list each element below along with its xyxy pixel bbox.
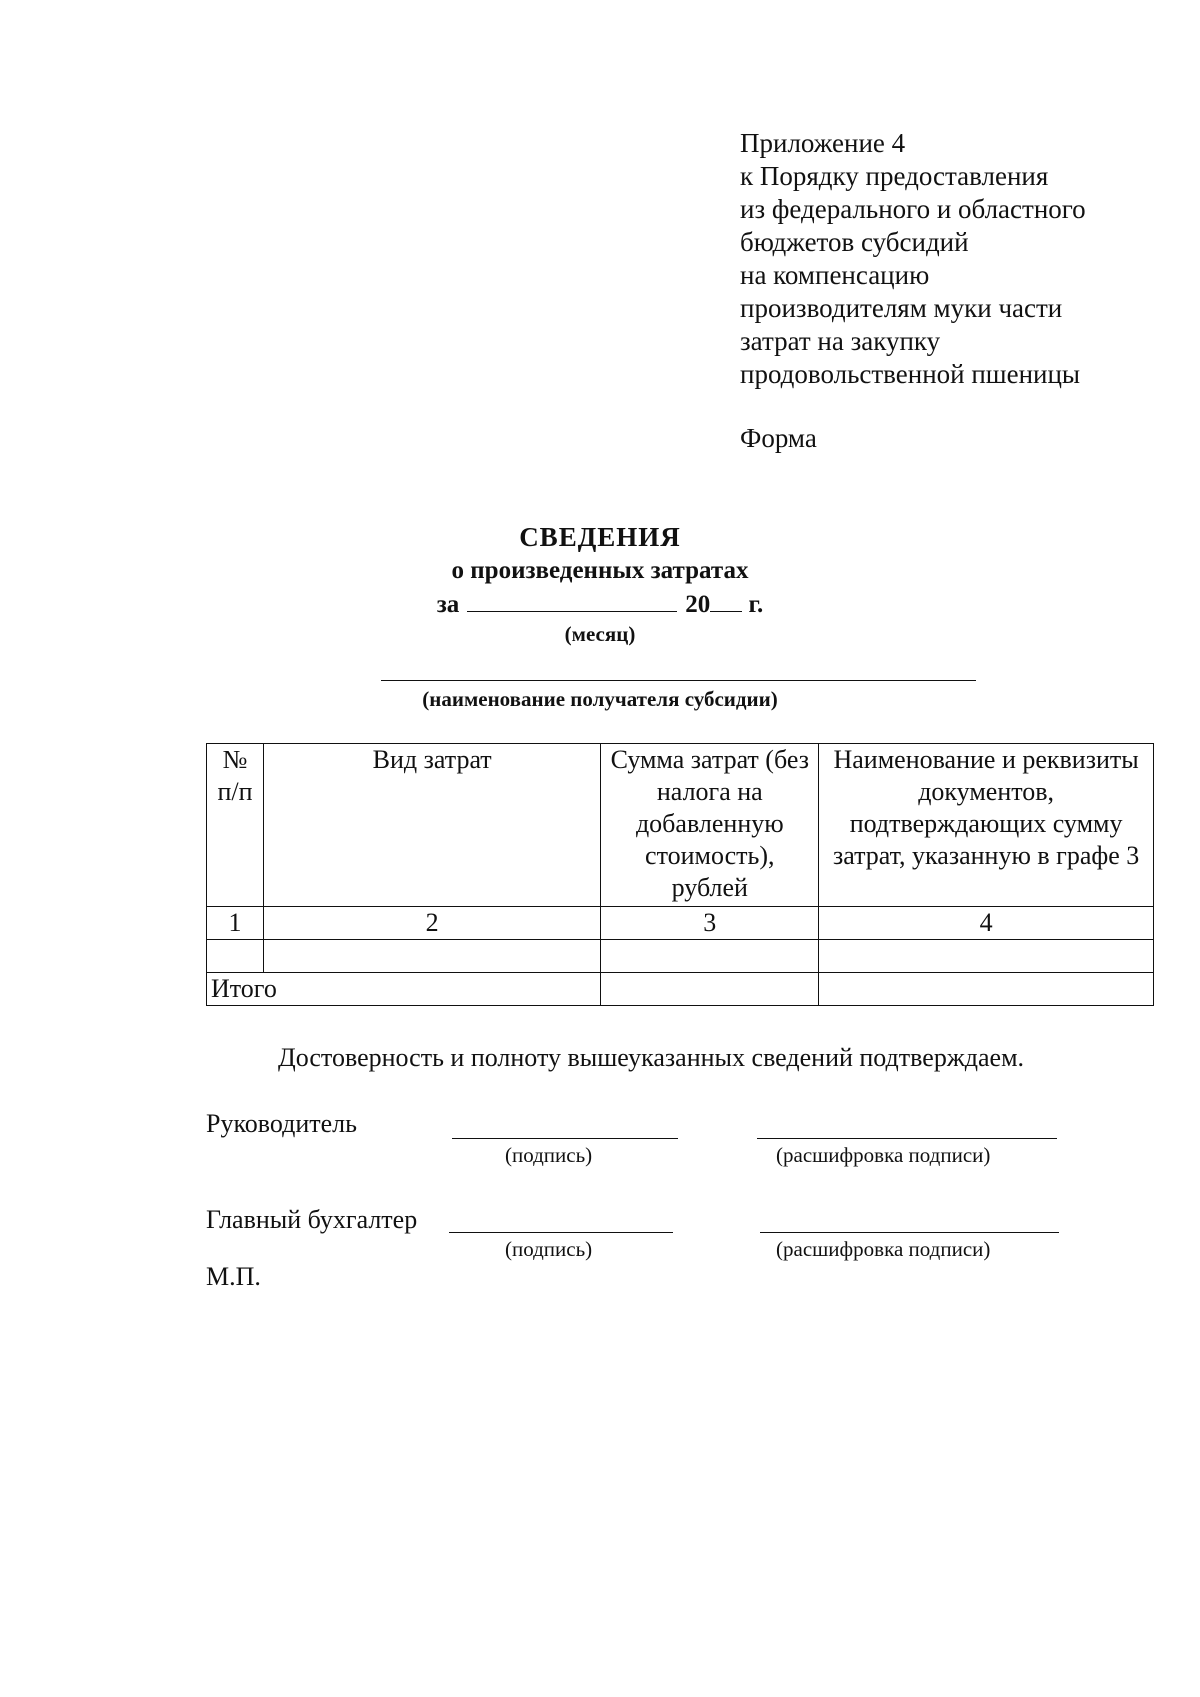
- header-cell-number: № п/п: [207, 744, 264, 907]
- table-cell[interactable]: [207, 940, 264, 973]
- appendix-line: продовольственной пшеницы: [740, 359, 1081, 389]
- appendix-line: производителям муки части: [740, 293, 1063, 323]
- appendix-line: затрат на закупку: [740, 326, 941, 356]
- stamp-placeholder: М.П.: [206, 1262, 261, 1291]
- table-cell[interactable]: [601, 940, 819, 973]
- decoding-caption: (расшифровка подписи): [776, 1143, 991, 1167]
- column-number: 3: [601, 907, 819, 940]
- header-cell-amount: Сумма затрат (без налога на добавленную стоимость), рублей: [601, 744, 819, 907]
- total-label: Итого: [207, 973, 601, 1006]
- form-label: Форма: [740, 423, 817, 453]
- total-row: [207, 973, 1154, 1006]
- document-title: [0, 520, 1200, 647]
- table-header-row: [207, 744, 1154, 907]
- reporting-period: [0, 587, 1200, 621]
- table-row: [207, 940, 1154, 973]
- header-cell-documents: Наименование и реквизиты документов, подтверждающих сумму затрат, указанную в графе 3: [819, 744, 1154, 907]
- signature-caption: (подпись): [505, 1143, 593, 1167]
- column-number: 2: [263, 907, 600, 940]
- appendix-line: бюджетов субсидий: [740, 227, 969, 257]
- month-caption: (месяц): [564, 622, 636, 646]
- title-main: СВЕДЕНИЯ: [519, 522, 681, 552]
- header-cell-cost-type: Вид затрат: [263, 744, 600, 907]
- column-number: 4: [819, 907, 1154, 940]
- recipient-name-blank[interactable]: [381, 680, 976, 681]
- column-numbers-row: [207, 907, 1154, 940]
- appendix-line: на компенсацию: [740, 260, 930, 290]
- appendix-header: [740, 127, 1086, 455]
- recipient-caption: (наименование получателя субсидии): [422, 687, 778, 711]
- period-prefix: за: [436, 591, 460, 618]
- appendix-line: к Порядку предоставления: [740, 161, 1049, 191]
- table-cell[interactable]: [819, 940, 1154, 973]
- appendix-line: из федерального и областного: [740, 194, 1086, 224]
- accountant-decoding-blank[interactable]: [760, 1232, 1059, 1233]
- signature-caption: (подпись): [505, 1237, 593, 1261]
- year-prefix: 20: [685, 591, 711, 618]
- appendix-line: Приложение 4: [740, 128, 906, 158]
- month-blank[interactable]: [467, 587, 677, 612]
- accountant-signature-blank[interactable]: [449, 1232, 673, 1233]
- decoding-caption: (расшифровка подписи): [776, 1237, 991, 1261]
- costs-table: [206, 743, 1154, 1006]
- accountant-label: Главный бухгалтер: [206, 1205, 418, 1234]
- title-subtitle: о произведенных затратах: [451, 557, 749, 584]
- table-cell[interactable]: [263, 940, 600, 973]
- year-suffix: г.: [748, 591, 764, 618]
- column-number: 1: [207, 907, 264, 940]
- head-decoding-blank[interactable]: [757, 1138, 1057, 1139]
- head-signature-blank[interactable]: [452, 1138, 678, 1139]
- head-label: Руководитель: [206, 1109, 357, 1138]
- confirmation-statement: Достоверность и полноту вышеуказанных сведений подтверждаем.: [278, 1043, 1025, 1072]
- total-documents-cell[interactable]: [819, 973, 1154, 1006]
- total-amount-cell[interactable]: [601, 973, 819, 1006]
- year-blank[interactable]: [710, 587, 742, 612]
